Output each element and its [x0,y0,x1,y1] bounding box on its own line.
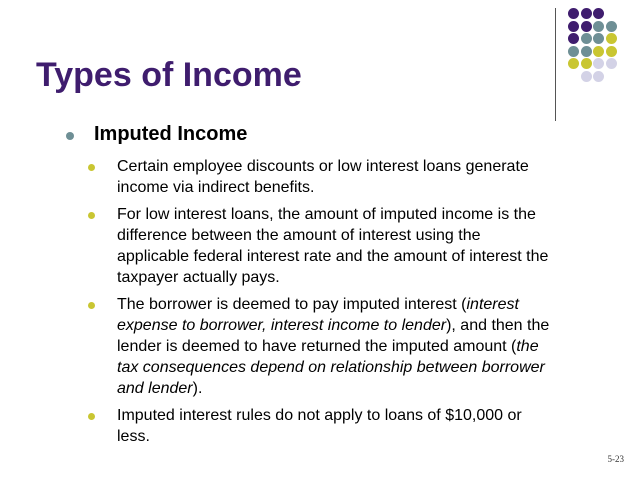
bullet-line: and lender). [117,380,203,397]
emphasized-text: interest [466,296,519,313]
decorative-dot [606,58,617,69]
decorative-dot [568,33,579,44]
decorative-dot-grid [568,8,628,108]
bullet-icon [88,413,95,420]
bullet-line: expense to borrower, interest income to lender), and then the [117,317,550,334]
bullet-line: applicable federal interest rate and the amount of interest the [117,248,549,265]
decorative-dot [581,21,592,32]
emphasized-text: tax consequences depend on relationship between borrower [117,359,545,376]
bullet-line: income via indirect benefits. [117,179,315,196]
decorative-dot [593,8,604,19]
decorative-dot [593,58,604,69]
bullet-icon [88,164,95,171]
decorative-dot [581,58,592,69]
bullet-line [117,357,607,378]
decorative-dot [606,33,617,44]
decorative-dot [568,8,579,19]
bullet-icon [88,212,95,219]
decorative-dot [568,21,579,32]
slide-number: 5-23 [607,454,624,464]
bullet-text [117,156,607,198]
decorative-dot [581,46,592,57]
bullet-line: For low interest loans, the amount of imputed income is the [117,206,536,223]
decorative-dot [568,46,579,57]
bullet-text [117,294,607,399]
bullet-line: difference between the amount of interest using the [117,227,481,244]
decorative-dot [593,46,604,57]
decorative-dot [593,71,604,82]
bullet-text [117,405,607,447]
bullet-icon [88,302,95,309]
bullet-line: Certain employee discounts or low interest loans generate [117,158,529,175]
bullet-line: lender is deemed to have returned the imputed amount (the [117,338,539,355]
decorative-dot [606,21,617,32]
bullet-text [117,204,607,288]
decorative-divider-line [555,8,556,121]
decorative-dot [606,46,617,57]
decorative-dot [581,8,592,19]
slide-title: Types of Income [36,56,302,94]
emphasized-text: expense to borrower, interest income to lender [117,317,447,334]
bullet-line: less. [117,428,150,445]
bullet-line: taxpayer actually pays. [117,269,280,286]
decorative-dot [581,71,592,82]
decorative-dot [568,58,579,69]
emphasized-text: the [516,338,539,355]
decorative-dot [593,33,604,44]
decorative-dot [593,21,604,32]
bullet-line: Imputed interest rules do not apply to loans of $10,000 or [117,407,522,424]
bullet-line: The borrower is deemed to pay imputed interest (interest [117,296,519,313]
level1-bullet-icon [66,132,74,140]
section-heading: Imputed Income [94,123,248,145]
emphasized-text: and lender [117,380,193,397]
decorative-dot [581,33,592,44]
